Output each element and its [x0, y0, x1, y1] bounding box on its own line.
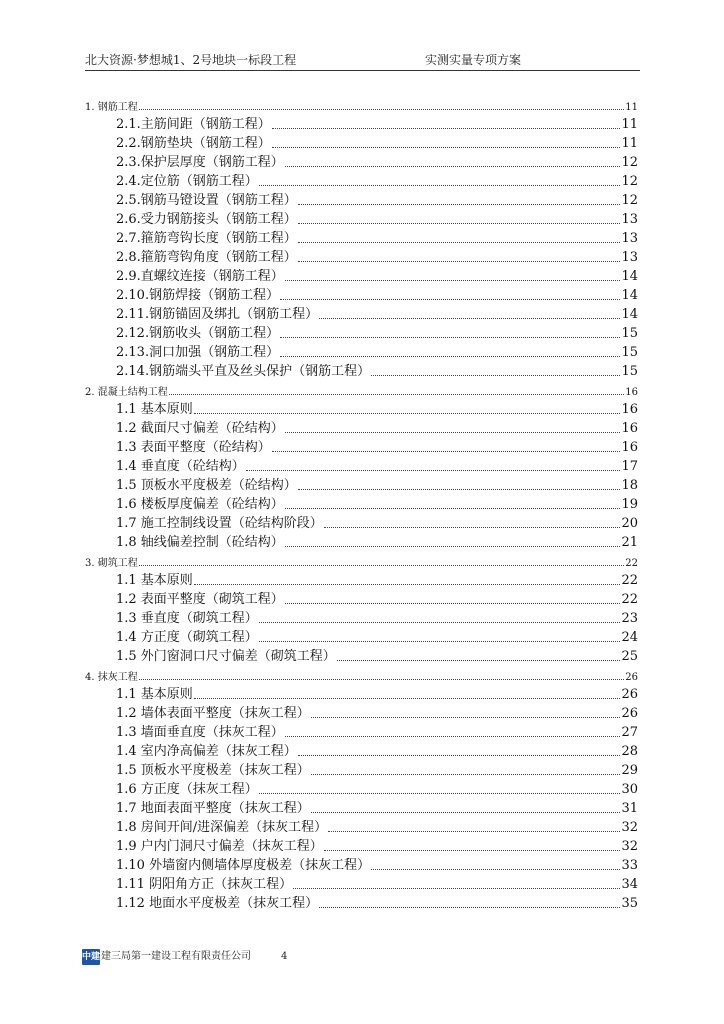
toc-entry-page: 26 — [625, 672, 638, 684]
toc-dot-leader — [259, 621, 621, 623]
toc-entry-page: 28 — [621, 744, 638, 760]
toc-entry-title: 4. 抹灰工程 — [85, 672, 138, 684]
toc-subsection-entry[interactable] — [85, 816, 638, 835]
toc-entry-page: 13 — [621, 212, 638, 228]
toc-entry-page: 20 — [621, 516, 638, 532]
toc-entry-page: 32 — [621, 839, 638, 855]
toc-subsection-entry[interactable] — [85, 569, 638, 588]
toc-subsection-entry[interactable] — [85, 759, 638, 778]
toc-entry-page: 17 — [621, 459, 638, 475]
toc-subsection-entry[interactable] — [85, 189, 638, 208]
toc-entry-title: 1.9 户内门洞尺寸偏差（抹灰工程） — [116, 839, 323, 855]
table-of-contents — [85, 94, 638, 911]
toc-entry-title: 1.8 房间开间/进深偏差（抹灰工程） — [116, 820, 328, 836]
toc-entry-title: 2.4.定位筋（钢筋工程） — [116, 174, 258, 190]
toc-entry-page: 19 — [621, 497, 638, 513]
toc-entry-page: 26 — [621, 687, 638, 703]
toc-entry-title: 1.12 地面水平度极差（抹灰工程） — [116, 896, 319, 912]
toc-entry-title: 1.4 垂直度（砼结构） — [116, 459, 245, 475]
toc-entry-page: 16 — [625, 387, 638, 399]
toc-dot-leader — [298, 203, 621, 205]
toc-entry-page: 35 — [621, 896, 638, 912]
toc-dot-leader — [169, 393, 625, 395]
toc-subsection-entry[interactable] — [85, 778, 638, 797]
company-logo-icon: 中建 — [82, 949, 100, 965]
toc-subsection-entry[interactable] — [85, 474, 638, 493]
toc-dot-leader — [298, 260, 621, 262]
toc-dot-leader — [285, 545, 621, 547]
toc-subsection-entry[interactable] — [85, 151, 638, 170]
toc-entry-title: 1.8 轴线偏差控制（砼结构） — [116, 535, 284, 551]
toc-entry-page: 29 — [621, 763, 638, 779]
toc-dot-leader — [272, 127, 621, 129]
toc-subsection-entry[interactable] — [85, 797, 638, 816]
toc-entry-page: 25 — [621, 649, 638, 665]
toc-section-entry[interactable] — [85, 380, 638, 398]
toc-subsection-entry[interactable] — [85, 113, 638, 132]
toc-subsection-entry[interactable] — [85, 208, 638, 227]
toc-entry-title: 1.2 表面平整度（砌筑工程） — [116, 592, 284, 608]
toc-entry-title: 1.4 方正度（砌筑工程） — [116, 630, 258, 646]
toc-entry-title: 2.8.箍筋弯钩角度（钢筋工程） — [116, 250, 297, 266]
toc-dot-leader — [319, 317, 620, 319]
toc-entry-page: 16 — [621, 421, 638, 437]
toc-subsection-entry[interactable] — [85, 588, 638, 607]
toc-dot-leader — [324, 526, 621, 528]
toc-subsection-entry[interactable] — [85, 227, 638, 246]
toc-section-entry[interactable] — [85, 551, 638, 569]
toc-dot-leader — [285, 431, 621, 433]
toc-entry-page: 34 — [621, 877, 638, 893]
toc-entry-title: 1.3 墙面垂直度（抹灰工程） — [116, 725, 284, 741]
toc-entry-title: 2.1.主筋间距（钢筋工程） — [116, 117, 271, 133]
toc-entry-page: 14 — [621, 307, 638, 323]
toc-entry-title: 1.1 基本原则 — [116, 573, 193, 589]
toc-entry-title: 2.13.洞口加强（钢筋工程） — [116, 345, 280, 361]
toc-subsection-entry[interactable] — [85, 854, 638, 873]
toc-dot-leader — [246, 469, 621, 471]
footer-page-number: 4 — [281, 951, 288, 962]
toc-dot-leader — [280, 298, 620, 300]
toc-entry-page: 30 — [621, 782, 638, 798]
toc-dot-leader — [285, 165, 621, 167]
toc-entry-title: 1.6 方正度（抹灰工程） — [116, 782, 258, 798]
toc-entry-title: 1.10 外墙窗内侧墙体厚度极差（抹灰工程） — [116, 858, 371, 874]
toc-section-entry[interactable] — [85, 665, 638, 683]
toc-dot-leader — [272, 450, 621, 452]
toc-subsection-entry[interactable] — [85, 284, 638, 303]
toc-entry-title: 2.6.受力钢筋接头（钢筋工程） — [116, 212, 297, 228]
toc-entry-page: 26 — [621, 706, 638, 722]
toc-dot-leader — [259, 184, 621, 186]
toc-entry-page: 14 — [621, 269, 638, 285]
toc-entry-page: 23 — [621, 611, 638, 627]
toc-entry-title: 1.11 阴阳角方正（抹灰工程） — [116, 877, 293, 893]
toc-subsection-entry[interactable] — [85, 303, 638, 322]
toc-dot-leader — [280, 355, 620, 357]
toc-subsection-entry[interactable] — [85, 132, 638, 151]
toc-dot-leader — [371, 868, 620, 870]
toc-subsection-entry[interactable] — [85, 721, 638, 740]
toc-dot-leader — [280, 336, 620, 338]
page-header — [85, 50, 640, 71]
toc-entry-page: 22 — [621, 573, 638, 589]
toc-subsection-entry[interactable] — [85, 702, 638, 721]
toc-entry-title: 2.9.直螺纹连接（钢筋工程） — [116, 269, 284, 285]
toc-subsection-entry[interactable] — [85, 246, 638, 265]
toc-subsection-entry[interactable] — [85, 322, 638, 341]
footer-company-name: 建三局第一建设工程有限责任公司 — [101, 951, 251, 962]
toc-entry-title: 1.2 截面尺寸偏差（砼结构） — [116, 421, 284, 437]
toc-subsection-entry[interactable] — [85, 341, 638, 360]
toc-entry-page: 11 — [621, 117, 638, 133]
toc-entry-page: 22 — [621, 592, 638, 608]
toc-entry-title: 2.10.钢筋焊接（钢筋工程） — [116, 288, 280, 304]
toc-entry-title: 1.6 楼板厚度偏差（砼结构） — [116, 497, 284, 513]
toc-subsection-entry[interactable] — [85, 417, 638, 436]
toc-entry-title: 1.7 地面表面平整度（抹灰工程） — [116, 801, 310, 817]
toc-entry-title: 1.5 顶板水平度极差（抹灰工程） — [116, 763, 310, 779]
toc-dot-leader — [259, 640, 621, 642]
header-project-name: 北大资源·梦想城1、2号地块一标段工程 — [85, 53, 297, 67]
toc-subsection-entry[interactable] — [85, 360, 638, 379]
toc-entry-title: 1.5 外门窗洞口尺寸偏差（砌筑工程） — [116, 649, 336, 665]
toc-dot-leader — [293, 887, 620, 889]
toc-dot-leader — [311, 716, 621, 718]
toc-entry-title: 1.4 室内净高偏差（抹灰工程） — [116, 744, 297, 760]
toc-dot-leader — [298, 488, 621, 490]
toc-subsection-entry[interactable] — [85, 892, 638, 911]
toc-entry-page: 27 — [621, 725, 638, 741]
toc-dot-leader — [139, 678, 625, 680]
toc-subsection-entry[interactable] — [85, 607, 638, 626]
toc-section-entry[interactable] — [85, 95, 638, 113]
toc-dot-leader — [337, 659, 621, 661]
toc-entry-page: 12 — [621, 193, 638, 209]
toc-dot-leader — [139, 108, 625, 110]
toc-subsection-entry[interactable] — [85, 512, 638, 531]
toc-entry-title: 2.3.保护层厚度（钢筋工程） — [116, 155, 284, 171]
toc-subsection-entry[interactable] — [85, 645, 638, 664]
toc-entry-page: 13 — [621, 231, 638, 247]
toc-dot-leader — [311, 811, 621, 813]
toc-entry-page: 11 — [621, 136, 638, 152]
page-footer — [82, 948, 287, 966]
toc-dot-leader — [285, 507, 621, 509]
toc-entry-title: 2. 混凝土结构工程 — [85, 387, 168, 399]
toc-subsection-entry[interactable] — [85, 531, 638, 550]
toc-entry-title: 2.2.钢筋垫块（钢筋工程） — [116, 136, 271, 152]
toc-entry-title: 3. 砌筑工程 — [85, 558, 138, 570]
toc-dot-leader — [139, 564, 625, 566]
toc-entry-title: 1. 钢筋工程 — [85, 102, 138, 114]
toc-dot-leader — [298, 222, 621, 224]
toc-entry-title: 2.7.箍筋弯钩长度（钢筋工程） — [116, 231, 297, 247]
toc-subsection-entry[interactable] — [85, 455, 638, 474]
toc-entry-title: 2.11.钢筋锚固及绑扎（钢筋工程） — [116, 307, 319, 323]
toc-dot-leader — [319, 906, 620, 908]
toc-dot-leader — [285, 602, 621, 604]
toc-entry-page: 16 — [621, 440, 638, 456]
toc-entry-page: 16 — [621, 402, 638, 418]
toc-dot-leader — [311, 773, 621, 775]
toc-entry-page: 12 — [621, 155, 638, 171]
toc-entry-page: 31 — [621, 801, 638, 817]
toc-dot-leader — [285, 279, 621, 281]
toc-dot-leader — [324, 849, 621, 851]
toc-entry-title: 1.3 垂直度（砌筑工程） — [116, 611, 258, 627]
toc-entry-page: 15 — [621, 326, 638, 342]
toc-entry-title: 1.5 顶板水平度极差（砼结构） — [116, 478, 297, 494]
toc-dot-leader — [328, 830, 620, 832]
toc-entry-page: 15 — [621, 364, 638, 380]
toc-subsection-entry[interactable] — [85, 398, 638, 417]
toc-subsection-entry[interactable] — [85, 740, 638, 759]
toc-dot-leader — [194, 412, 621, 414]
toc-subsection-entry[interactable] — [85, 265, 638, 284]
toc-entry-page: 15 — [621, 345, 638, 361]
toc-entry-title: 1.3 表面平整度（砼结构） — [116, 440, 271, 456]
header-document-title: 实测实量专项方案 — [425, 53, 522, 67]
toc-dot-leader — [371, 374, 620, 376]
toc-dot-leader — [298, 241, 621, 243]
toc-subsection-entry[interactable] — [85, 626, 638, 645]
toc-dot-leader — [272, 146, 621, 148]
toc-dot-leader — [259, 792, 621, 794]
toc-entry-page: 24 — [621, 630, 638, 646]
toc-entry-title: 2.14.钢筋端头平直及丝头保护（钢筋工程） — [116, 364, 371, 380]
toc-subsection-entry[interactable] — [85, 835, 638, 854]
toc-entry-title: 1.1 基本原则 — [116, 402, 193, 418]
toc-entry-page: 12 — [621, 174, 638, 190]
toc-entry-page: 21 — [621, 535, 638, 551]
toc-entry-title: 2.5.钢筋马镫设置（钢筋工程） — [116, 193, 297, 209]
toc-entry-title: 1.2 墙体表面平整度（抹灰工程） — [116, 706, 310, 722]
toc-entry-page: 32 — [621, 820, 638, 836]
toc-entry-page: 14 — [621, 288, 638, 304]
toc-dot-leader — [285, 735, 621, 737]
toc-entry-page: 33 — [621, 858, 638, 874]
toc-entry-page: 13 — [621, 250, 638, 266]
toc-entry-page: 11 — [625, 102, 638, 114]
toc-entry-title: 1.7 施工控制线设置（砼结构阶段） — [116, 516, 323, 532]
toc-entry-page: 18 — [621, 478, 638, 494]
toc-entry-title: 2.12.钢筋收头（钢筋工程） — [116, 326, 280, 342]
toc-subsection-entry[interactable] — [85, 683, 638, 702]
toc-subsection-entry[interactable] — [85, 436, 638, 455]
toc-dot-leader — [194, 583, 621, 585]
toc-subsection-entry[interactable] — [85, 170, 638, 189]
toc-subsection-entry[interactable] — [85, 873, 638, 892]
toc-subsection-entry[interactable] — [85, 493, 638, 512]
toc-dot-leader — [298, 754, 621, 756]
toc-entry-page: 22 — [625, 558, 638, 570]
toc-entry-title: 1.1 基本原则 — [116, 687, 193, 703]
toc-dot-leader — [194, 697, 621, 699]
